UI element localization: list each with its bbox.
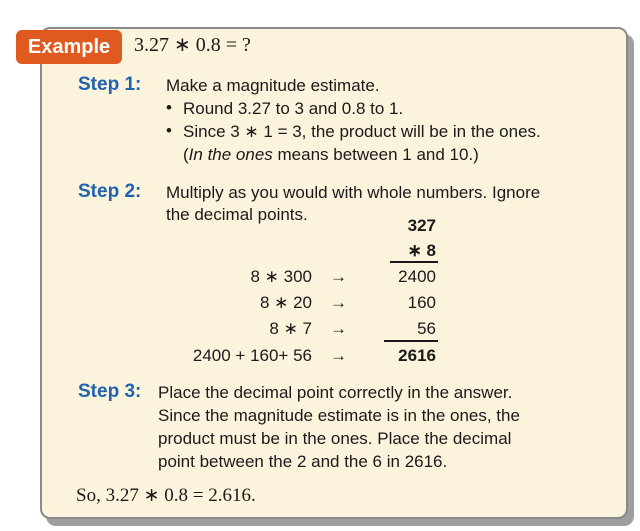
multiplication-rule — [390, 261, 438, 263]
problem-statement: 3.27 ∗ 0.8 = ? — [134, 34, 251, 56]
partial-expr-2: 8 ∗ 20 — [259, 293, 312, 312]
step-3-line-2: Since the magnitude estimate is in the ones, the — [158, 406, 520, 425]
bullet-icon: • — [166, 98, 172, 117]
product-result: 2616 — [398, 346, 436, 365]
step-2-label: Step 2: — [78, 181, 142, 202]
partial-product-1: 2400 — [398, 267, 436, 286]
step-3-line-4: point between the 2 and the 6 in 2616. — [158, 452, 448, 471]
sum-rule — [384, 340, 438, 342]
step-1-text: Make a magnitude estimate. — [166, 76, 380, 95]
partial-expr-1: 8 ∗ 300 — [250, 267, 312, 286]
step-1-note: (In the ones means between 1 and 10.) — [183, 145, 479, 164]
arrow-icon: → — [330, 267, 347, 286]
partial-product-3: 56 — [417, 319, 436, 338]
bullet-icon: • — [166, 121, 172, 140]
arrow-icon: → — [330, 293, 347, 312]
step-3-line-3: product must be in the ones. Place the decimal — [158, 429, 512, 448]
step-2-text-line-2: the decimal points. — [166, 205, 308, 224]
step-1-bullet-1: Round 3.27 to 3 and 0.8 to 1. — [183, 99, 404, 118]
partial-product-2: 160 — [407, 293, 436, 312]
step-2-text-line-1: Multiply as you would with whole numbers. Ignore — [166, 183, 541, 202]
step-3-line-1: Place the decimal point correctly in the answer. — [158, 383, 513, 402]
arrow-icon: → — [330, 346, 347, 365]
conclusion: So, 3.27 ∗ 0.8 = 2.616. — [76, 485, 256, 506]
sum-expr: 2400 + 160+ 56 — [192, 346, 312, 365]
partial-expr-3: 8 ∗ 7 — [269, 319, 312, 338]
multiplicand: 327 — [407, 216, 436, 235]
step-3-label: Step 3: — [78, 381, 142, 402]
multiplier: ∗ 8 — [407, 241, 436, 260]
step-1-bullet-2: Since 3 ∗ 1 = 3, the product will be in the ones. — [183, 122, 541, 141]
step-1-note-italic: In the ones — [188, 145, 273, 164]
step-1-label: Step 1: — [78, 74, 142, 95]
arrow-icon: → — [330, 319, 347, 338]
example-tab: Example — [16, 30, 122, 64]
step-1-note-rest: means between 1 and 10.) — [272, 145, 479, 164]
